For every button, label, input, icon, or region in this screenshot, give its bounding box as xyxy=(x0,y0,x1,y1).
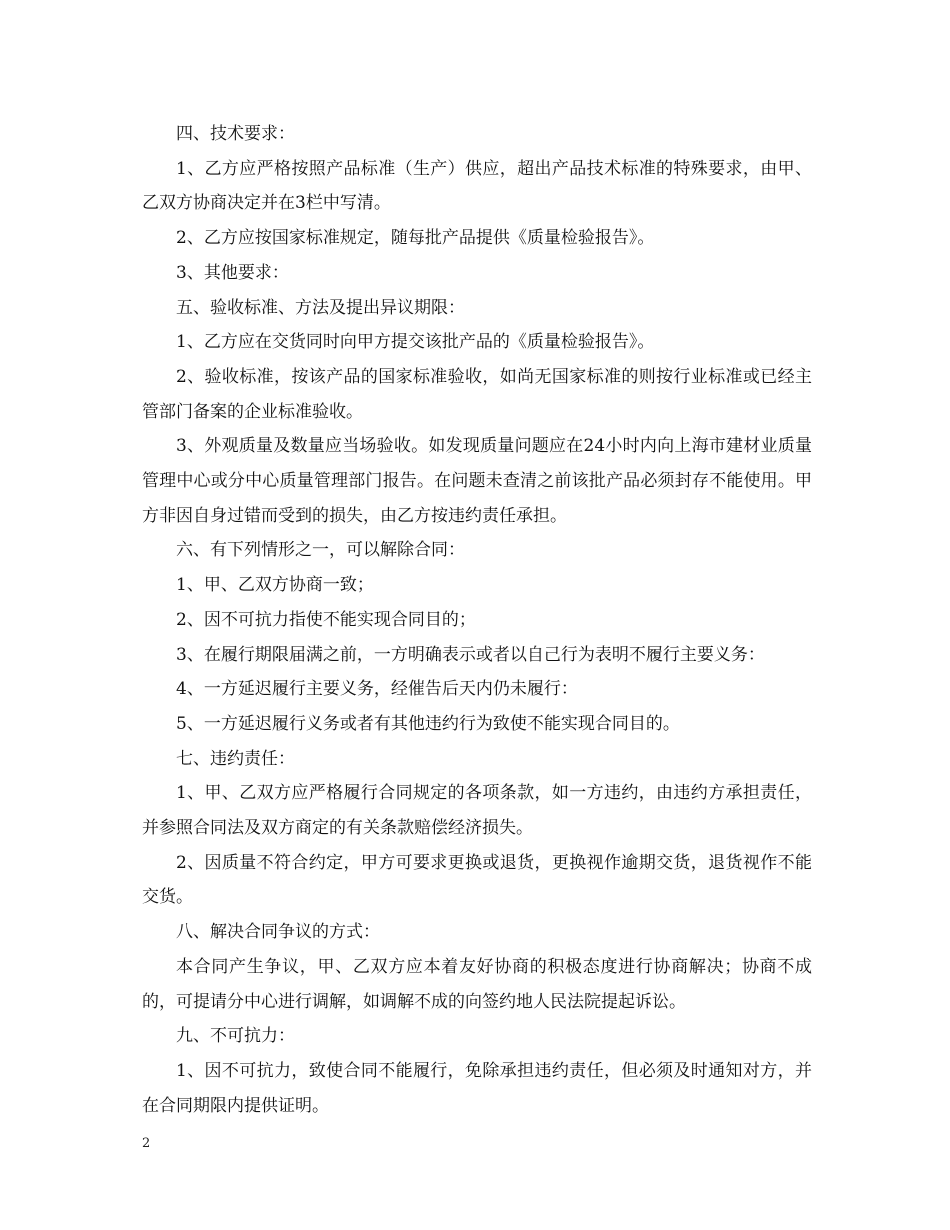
paragraph: 1、因不可抗力，致使合同不能履行，免除承担违约责任，但必须及时通知对方，并在合同期限内提供证明。 xyxy=(142,1060,812,1116)
paragraph: 2、验收标准，按该产品的国家标准验收，如尚无国家标准的则按行业标准或已经主管部门备案的企业标准验收。 xyxy=(142,366,812,422)
section-heading-contract-termination: 六、有下列情形之一，可以解除合同： xyxy=(176,540,465,561)
page-number: 2 xyxy=(142,1136,151,1151)
document-body xyxy=(142,117,812,1123)
section-heading-force-majeure: 九、不可抗力： xyxy=(176,1026,295,1047)
paragraph: 本合同产生争议，甲、乙双方应本着友好协商的积极态度进行协商解决；协商不成的，可提请分中心进行调解，如调解不成的向签约地人民法院提起诉讼。 xyxy=(142,956,812,1012)
section-heading-technical-requirements: 四、技术要求： xyxy=(176,124,295,144)
paragraph: 5、一方延迟履行义务或者有其他违约行为致使不能实现合同目的。 xyxy=(176,713,680,734)
paragraph: 1、乙方应严格按照产品标准（生产）供应，超出产品技术标准的特殊要求，由甲、乙双方协商决定并在3栏中写清。 xyxy=(142,158,812,214)
paragraph: 2、因质量不符合约定，甲方可要求更换或退货，更换视作逾期交货，退货视作不能交货。 xyxy=(142,852,812,908)
paragraph: 1、甲、乙双方协商一致； xyxy=(176,575,374,596)
paragraph: 3、在履行期限届满之前，一方明确表示或者以自己行为表明不履行主要义务： xyxy=(176,644,765,665)
paragraph: 2、乙方应按国家标准规定，随每批产品提供《质量检验报告》。 xyxy=(176,228,655,249)
paragraph: 2、因不可抗力指使不能实现合同目的； xyxy=(176,609,476,630)
paragraph: 3、外观质量及数量应当场验收。如发现质量问题应在24小时内向上海市建材业质量管理中心或分中心质量管理部门报告。在问题未查清之前该批产品必须封存不能使用。甲方非因自身过错而受到的损失，由乙方按违约责任承担。 xyxy=(142,436,812,526)
paragraph: 1、乙方应在交货同时向甲方提交该批产品的《质量检验报告》。 xyxy=(176,332,655,353)
paragraph: 1、甲、乙双方应严格履行合同规定的各项条款，如一方违约，由违约方承担责任，并参照合同法及双方商定的有关条款赔偿经济损失。 xyxy=(142,783,812,839)
paragraph: 4、一方延迟履行主要义务，经催告后天内仍未履行： xyxy=(176,679,578,700)
paragraph: 3、其他要求： xyxy=(176,262,289,283)
section-heading-acceptance-standards: 五、验收标准、方法及提出异议期限： xyxy=(176,297,465,318)
section-heading-liability: 七、违约责任： xyxy=(176,748,295,769)
section-heading-dispute-resolution: 八、解决合同争议的方式： xyxy=(176,922,380,943)
